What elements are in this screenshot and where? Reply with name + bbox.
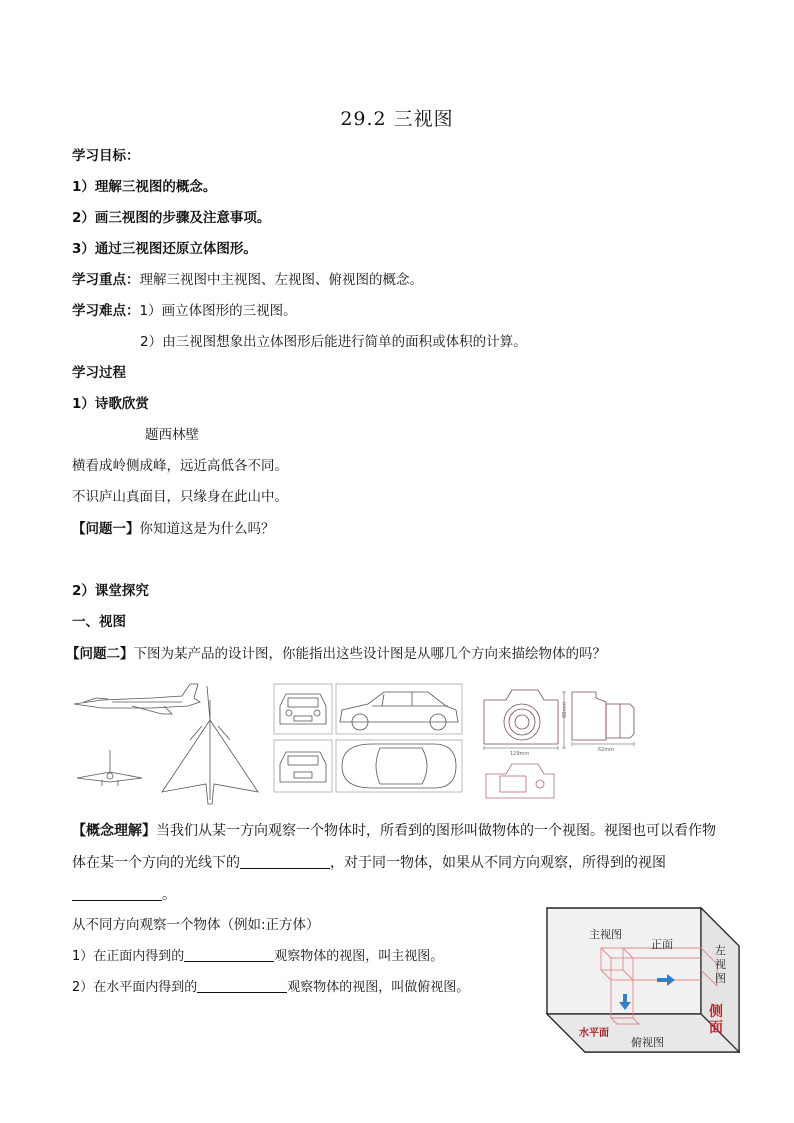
view-def-2b: 观察物体的视图，叫做俯视图。: [287, 980, 470, 995]
difficulties: [72, 302, 297, 320]
view-heading: 一、视图: [72, 614, 126, 630]
concept-label: 【概念理解】: [72, 823, 156, 839]
car-design-drawing: [272, 680, 464, 804]
blank-4[interactable]: [197, 978, 287, 993]
difficulty-item-1: 1）画立体图形的三视图。: [139, 303, 297, 319]
question-2-label: 【问题二】: [66, 646, 134, 662]
concept-line-1: [72, 822, 716, 840]
question-2: [66, 645, 606, 663]
concept-text-3: 。: [162, 887, 176, 903]
objective-item-3: 3）通过三视图还原立体图形。: [72, 241, 257, 257]
left-view-char-3: 图: [715, 972, 726, 985]
view-def-2a: 2）在水平面内得到的: [72, 980, 198, 995]
poem-section-heading: 1）诗歌欣赏: [72, 396, 149, 412]
poem-title: 题西林壁: [145, 427, 199, 443]
camera-height-label: 88mm: [562, 701, 568, 718]
poem-line-1: 横看成岭侧成峰，远近高低各不同。: [72, 458, 288, 474]
view-def-1b: 观察物体的视图，叫主视图。: [274, 949, 444, 964]
key-points: [72, 271, 423, 289]
explore-section-heading: 2）课堂探究: [72, 583, 149, 599]
page-title: 29.2 三视图: [340, 108, 454, 130]
key-points-label: 学习重点：: [72, 272, 140, 288]
question-1-text: 你知道这是为什么吗？: [139, 521, 275, 537]
observe-intro: 从不同方向观察一个物体（例如:正方体）: [72, 917, 320, 933]
objective-item-1: 1）理解三视图的概念。: [72, 179, 217, 195]
difficulty-item-2: 2）由三视图想象出立体图形后能进行简单的面积或体积的计算。: [140, 334, 527, 350]
camera-depth-label: 62mm: [598, 747, 615, 753]
question-1-label: 【问题一】: [72, 521, 140, 537]
left-view-char-1: 左: [715, 944, 726, 957]
concept-text-2b: ，对于同一物体，如果从不同方向观察，所得到的视图: [330, 855, 666, 871]
side-char-2: 面: [709, 1020, 723, 1036]
concept-text-1: 当我们从某一方向观察一个物体时，所看到的图形叫做物体的一个视图。视图也可以看作物: [156, 823, 716, 839]
blank-2[interactable]: [72, 886, 162, 901]
question-2-text: 下图为某产品的设计图，你能指出这些设计图是从哪几个方向来描绘物体的吗？: [133, 646, 606, 662]
main-view-label: 主视图: [589, 928, 622, 941]
difficulties-label: 学习难点：: [72, 303, 140, 319]
key-points-text: 理解三视图中主视图、左视图、俯视图的概念。: [139, 272, 423, 288]
top-view-label: 俯视图: [631, 1036, 664, 1049]
horizontal-label: 水平面: [579, 1028, 609, 1039]
front-label: 正面: [651, 938, 673, 951]
blank-3[interactable]: [184, 947, 274, 962]
view-def-1a: 1）在正面内得到的: [72, 949, 185, 964]
concept-line-2: [72, 854, 666, 872]
question-1: [72, 520, 275, 538]
camera-width-label: 129mm: [510, 751, 530, 757]
concept-text-2a: 体在某一个方向的光线下的: [72, 855, 240, 871]
left-view-char-2: 视: [715, 958, 726, 971]
projection-box-figure: [545, 906, 741, 1054]
objectives-heading: 学习目标：: [72, 148, 140, 164]
camera-design-drawing: [480, 678, 644, 802]
concept-line-3: [72, 886, 176, 904]
objective-item-2: 2）画三视图的步骤及注意事项。: [72, 210, 271, 226]
poem-line-2: 不识庐山真面目，只缘身在此山中。: [72, 489, 288, 505]
view-def-1: [72, 947, 443, 966]
jet-design-drawing: [72, 680, 262, 808]
view-def-2: [72, 978, 469, 997]
process-heading: 学习过程: [72, 365, 126, 381]
blank-1[interactable]: [240, 854, 330, 869]
side-char-1: 侧: [709, 1004, 723, 1020]
